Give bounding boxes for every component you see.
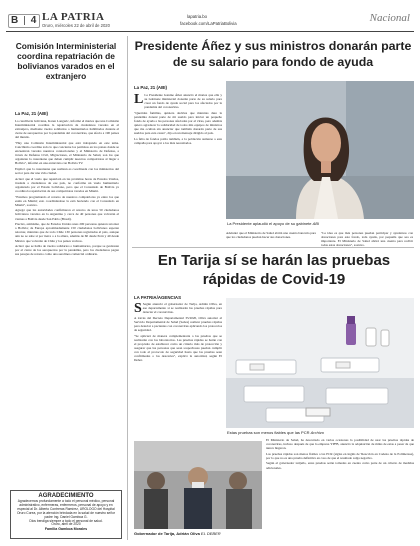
section-name: Nacional [369, 12, 410, 24]
section-rule [132, 247, 414, 248]
president-photo-art [226, 81, 414, 219]
top-headline: Presidente Áñez y sus ministros donarán parte de su salario para fondo de ayuda [134, 39, 412, 69]
drop-cap: S [134, 302, 142, 316]
paragraph: Agregó que las autoridades confirmaron el retorno de unos 50 ciudadanos bolivianos varados en la Argentina y cerca de 40 personas que volverán el viernes a Bolivia desde San Pablo (Brasil). [15, 208, 119, 221]
social-link: facebook.com/LaPatriaBolivia [180, 21, 237, 26]
caption-credit: Archivo [310, 430, 324, 435]
caption-credit: EL DEBER [200, 531, 221, 536]
bottom-headline: En Tarija sí se harán las pruebas rápidas de Covid-19 [157, 252, 391, 288]
bottom-article-col1 [134, 302, 222, 440]
dateline: Oruro, miércoles 22 de abril de 2020 [42, 23, 110, 28]
paragraph: El Ministerio de Salud, ha descartado en varias ocasiones la posibilidad de usar las pruebas rápidas de coronavirus, incluso después de que la empresa YPFB, anunció la adquisición de miles de estas a pesar de que nunca llegaron. [266, 438, 414, 451]
president-photo-caption [227, 221, 415, 226]
paragraph: La cancillería boliviana, Karen Longaric, informó el martes que una Comisión Interministerial coordina la repatriación de ciudadanos varados en el extranjero, mediante vuelos solidarios o humanitarios habilitados durante el cierre de aeropuertos por la pandemia del coronavirus, que afecta a 190 países del mundo. [15, 119, 119, 140]
caption-text: Estas pruebas son menos fiables que las PCR [227, 430, 310, 435]
page-badge [8, 14, 40, 28]
paragraph-text: Según anunció el gobernador de Tarija, Adrián Oliva, en ese departamento sí se realizarán las pruebas rápidas para detectar el coronavirus. [142, 302, 222, 315]
caption-text: Gobernador de Tarija, Adrián Oliva [134, 531, 200, 536]
acknowledgement-box [10, 490, 122, 539]
bottom-article-col2 [266, 438, 414, 540]
paragraph [134, 302, 222, 314]
paragraph: A través del Decreto Departamental 35/2020, Oliva autorizó al Servicio Departamental de Salud (Sedes) realizar pruebas rápidas para detectar a pacientes con coronavirus aplicando los protocolos de seguridad. [134, 315, 222, 333]
paragraph: "Hay una Comisión Interministerial que está trabajando en este tema. Cancillería coordina todo lo que concierne los permisos en los países donde se encuentran varados nuestros connacionales y el Ministerio de Defensa, a través de Defensa Civil, Migraciones, el Ministerio de Salud, son los que organizan la cuarentena que deben cumplir nuestros compatriotas al llegar a Bolivia", informó en una entrevista con Bolivia TV. [15, 140, 119, 166]
paragraph: Las pruebas rápidas son menos fiables a las PCR (siglas en inglés de 'Reacción en Cadena de la Polimerasa), por lo que no es una prueba definitiva en caso de que el resultado salga negativo. [266, 451, 414, 460]
caption-text: La Presidente aplaudió el apoyo de su gabinete [227, 221, 312, 226]
left-byline: La Paz, 21 (ABI) [15, 111, 48, 116]
paragraph: Según el gobernador tarijeño, estas pruebas serán tomadas en cuenta como parte de un criterio de medidas adicionales. [266, 461, 414, 470]
paragraph: Adelantó que el Ministerio de Salud abrirá una cuenta bancaria para que los ciudadanos puedan hacer sus donaciones. [226, 231, 316, 240]
top-article-col1 [134, 93, 222, 241]
bottom-byline: LA PATRIA/AGENCIAS [134, 295, 181, 300]
top-byline: La Paz, 21 (ABI) [134, 85, 167, 90]
paragraph: "Estamos programando el retorno de nuestros compatriotas ya entre los que están en Miami; esto coordinándose la está haciendo con el Consulado en Miami", sostuvo. [15, 194, 119, 207]
ack-closing: Dios bendiga siempre a todo el personal de salud. [29, 518, 103, 523]
caption-credit: ABI [312, 221, 320, 226]
governor-photo-caption [134, 531, 264, 536]
ack-signature: Familia Gamboa Morales [44, 527, 88, 532]
governor-photo-art [134, 441, 262, 529]
test-kits-photo [226, 298, 414, 428]
page-letter: B [11, 15, 19, 26]
paragraph-text: La Presidente Jeanine Áñez anunció el martes que ella y su Gabinete ministerial donarán parte de su salario para crear un fondo de ayuda social para los afectados por la pandemia del coronavirus. [144, 93, 222, 110]
ack-body: Agradecemos profundamente a todo el personal médico, personal administrativo, enfermeras, enfermeros, personal de apoyo y en especial al Dr. Alberto Contreras Ramírez, UROLOGO del Hospital Oruro Corea, por la atención brindada en la salud de nuestro señor padre Ing. Daniel Gamboa G. [16, 499, 116, 519]
paragraph: La falta de fondos pobla también, a la población sumarse a esta campaña para apoyar a los más necesitados. [134, 136, 222, 146]
paragraph: Aclaró que el vuelo que repatriará en las próximas horas de Estados Unidos, traslada a ciudadanos de ese país, no conforma un vuelo humanitario organizado por el Estado boliviano, pero que el Consulado de Bolivia ya coordina la repatriación de sus compatriotas varados en Miami. [15, 176, 119, 193]
web-address: lapatria.bo [187, 14, 208, 19]
governor-photo [134, 441, 262, 529]
column-divider [127, 36, 128, 540]
page-divider [24, 16, 25, 25]
paragraph: Precisó, asimismo, que de Estados Unidos unas 200 personas quieren retornar a Bolivia; de Europa aproximadamente 150 ciudadanos bolivianos esperan retornar, mientras que de todo Chile 130 personas registradas al país, aunque aún no se sabe si por tierra o a la altura, además de 60 desde Perú y 40 desde México que volverán de Chile y los países vecinos. [15, 222, 119, 243]
masthead: LA PATRIA [42, 11, 105, 23]
left-headline: Comisión Interministerial coordina repatriación de bolivianos varados en el extranjero [15, 41, 117, 81]
test-kits-caption [227, 430, 415, 435]
header-rule [6, 31, 414, 32]
president-photo [226, 81, 414, 219]
paragraph: Explicó que la cuarentena que realizan es coordinada con los ministerios del sector para dar una vida ciudad. [15, 167, 119, 176]
paragraph: Aclaró que se habla de vuelos solidarios o humanitarios, porque se gestionan por el cierre de los aeropuertos por la pandemia, pero los ciudadanos pagan sus pasajes de retorno como una aerolínea comercial ordinaria. [15, 244, 119, 257]
ack-title: AGRADECIMIENTO [38, 493, 94, 499]
paragraph: "Queridas familias, quisiera decirles que mientras dure la pandemia donaré parte de mi sueldo para iniciar un pequeño fondo de ayuda a las personas afectadas por el virus, pero además quiero agradecer la solidaridad de todos mis equipos de ministros que me ocultan sin anunciar que también donarán parte de sus sueldos para esta causa", dijo en un mensaje dirigido al país. [134, 110, 222, 136]
page-number: 4 [30, 15, 37, 26]
paragraph: "La idea es que más personas puedan participar y ayudarnos con donaciones para este fondo, toda ayuda, por pequeña que sea es importante. El Ministerio de Salud abrirá una cuenta para recibir todas estas donaciones", sostuvo. [321, 231, 413, 248]
drop-cap: L [134, 93, 144, 107]
paragraph: "Se aplicará de manera complementaria a las pruebas que se realizarán con los laboratorios. Las pruebas rápidas se harán con el propósito de establecer como un criterio más de protección y asegurar que las personas que sean sospechosas puedan cumplir con todo el protocolo de seguridad hasta que las pruebas sean confirmadas o los descartes", explicó la autoridad, según El Deber. [134, 333, 222, 363]
ack-place-date: Oruro, abril de 2020 [51, 522, 81, 527]
paragraph [134, 93, 222, 109]
left-article-body [15, 119, 119, 486]
test-kits-photo-art [226, 298, 414, 428]
